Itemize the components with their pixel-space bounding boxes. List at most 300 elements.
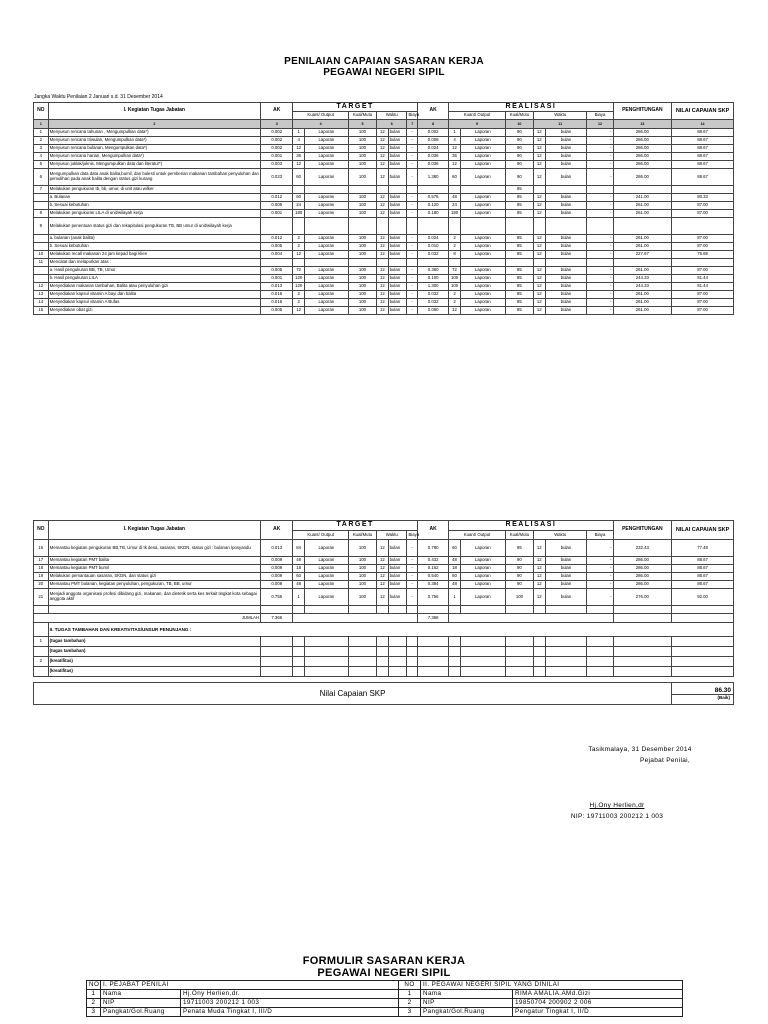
row-real-biaya: - (587, 202, 613, 210)
idx-cell: 9 (449, 120, 505, 129)
row-target-qty: 72 (293, 267, 305, 275)
row-ak (261, 218, 293, 235)
row-no: 4 (34, 153, 49, 161)
row-nilai: 87.00 (672, 202, 734, 210)
row-real-waktu: 12 (534, 210, 546, 218)
row-target-output (304, 259, 348, 267)
row-target-qty: 18 (293, 565, 305, 573)
row-real-unit: bulan (545, 194, 587, 202)
row-penghitungan: 286.00 (613, 145, 672, 153)
row-realisasi-ak: 0.002 (417, 129, 448, 137)
row-target-qty: 48 (293, 557, 305, 565)
row-nilai: 88.67 (672, 137, 734, 145)
form-body (87, 990, 683, 1017)
row-kegiatan: Menyusun rencana triwulan, Mengumpulkan data*) (48, 137, 260, 145)
row-target-output: Laporan (304, 540, 348, 557)
row-nilai: 88.67 (672, 145, 734, 153)
signature-role: Pejabat Penilai, (640, 757, 690, 764)
form-right-key: NIP (421, 999, 513, 1008)
row-nilai (672, 259, 734, 267)
doc-title-line1: PENILAIAN CAPAIAN SASARAN KERJA (284, 56, 484, 67)
row-realisasi-ak: 0.120 (417, 202, 448, 210)
row-target-biaya: - (407, 299, 418, 307)
table-row (34, 137, 734, 145)
row-real-waktu: 12 (534, 565, 546, 573)
form-left-key: Pangkat/Gol.Ruang (101, 1008, 181, 1017)
row-target-output: Laporan (304, 581, 348, 589)
row-real-qty (449, 218, 461, 235)
row-target-qty: 36 (293, 153, 305, 161)
row-target-output: Laporan (304, 194, 348, 202)
row-target-biaya: - (407, 557, 418, 565)
form-header-row (87, 981, 683, 990)
row-realisasi-ak: 0.162 (417, 565, 448, 573)
row-penghitungan: 232.43 (613, 540, 672, 557)
col-real-waktu: Waktu (534, 112, 587, 120)
row-target-unit: bulan (388, 307, 407, 315)
row-real-mutu: 90 (505, 565, 533, 573)
row-real-output: Laporan (460, 202, 505, 210)
jumlah-row (34, 614, 734, 623)
row-ak: 0.013 (261, 283, 293, 291)
tambahan-header-row (34, 623, 734, 637)
nilai-capaian-grade: (Baik) (717, 695, 730, 701)
row-target-unit: bulan (388, 283, 407, 291)
row-ak (261, 186, 293, 194)
row-real-biaya: - (587, 540, 613, 557)
col-real-biaya: Biaya (587, 112, 613, 120)
row-target-unit (388, 218, 407, 235)
idx-cell: 8 (417, 120, 448, 129)
row-real-unit (545, 259, 587, 267)
row-target-qty: 12 (293, 161, 305, 169)
row-no (34, 243, 49, 251)
row-no: 18 (34, 565, 49, 573)
row-real-output (460, 218, 505, 235)
row-real-mutu: 90 (505, 129, 533, 137)
row-target-output: Laporan (304, 243, 348, 251)
row-target-waktu: 12 (377, 307, 389, 315)
row-penghitungan: 286.00 (613, 169, 672, 186)
col-real-waktu: Waktu (534, 531, 587, 540)
col-ak: AK (261, 103, 293, 120)
row-target-biaya: - (407, 581, 418, 589)
row-real-biaya: - (587, 129, 613, 137)
form-title-line1: FORMULIR SASARAN KERJA (302, 955, 466, 967)
row-target-qty: 4 (293, 137, 305, 145)
row-kegiatan: Melakukan pengukuran LILA di unit/wilayah kerja (48, 210, 260, 218)
row-target-unit: bulan (388, 161, 407, 169)
form-right-num: 3 (399, 1008, 421, 1017)
row-realisasi-ak: 0.010 (417, 243, 448, 251)
skp-table-1 (33, 102, 734, 315)
row-target-output: Laporan (304, 153, 348, 161)
table-row (34, 299, 734, 307)
table-row (34, 161, 734, 169)
row-real-output: Laporan (460, 251, 505, 259)
row-real-output: Laporan (460, 275, 505, 283)
row-target-unit: bulan (388, 194, 407, 202)
table-row (34, 235, 734, 243)
row-realisasi-ak: 0.540 (417, 573, 448, 581)
row-real-biaya: - (587, 565, 613, 573)
row-real-mutu: 85 (505, 267, 533, 275)
row-nilai: 87.00 (672, 267, 734, 275)
row-target-waktu: 12 (377, 210, 389, 218)
row-real-qty: 24 (449, 202, 461, 210)
form-left-no: NO (87, 981, 101, 990)
row-target-unit: bulan (388, 153, 407, 161)
row-penghitungan: 261.00 (613, 291, 672, 299)
row-real-mutu: 85 (505, 186, 533, 194)
row-no: 13 (34, 291, 49, 299)
row-realisasi-ak (417, 259, 448, 267)
row-target-unit: bulan (388, 267, 407, 275)
row-target-waktu: 12 (377, 557, 389, 565)
col-no: NO (34, 103, 49, 120)
row-real-biaya: - (587, 307, 613, 315)
row-real-unit: bulan (545, 581, 587, 589)
row-target-mutu (348, 259, 376, 267)
row-target-output: Laporan (304, 235, 348, 243)
row-real-unit: bulan (545, 565, 587, 573)
row-real-output: Laporan (460, 235, 505, 243)
row-realisasi-ak: 0.100 (417, 275, 448, 283)
row-realisasi-ak: 0.036 (417, 153, 448, 161)
tambahan-no (34, 667, 49, 677)
jumlah-ak: 7.366 (261, 614, 293, 623)
row-target-qty: 60 (293, 573, 305, 581)
row-target-qty: 48 (293, 581, 305, 589)
row-real-qty (449, 259, 461, 267)
row-real-unit (545, 218, 587, 235)
doc-title-line2: PEGAWAI NEGERI SIPIL (323, 67, 445, 78)
row-nilai: 88.67 (672, 161, 734, 169)
row-real-output: Laporan (460, 557, 505, 565)
row-realisasi-ak: 0.036 (417, 161, 448, 169)
row-real-waktu: 12 (534, 202, 546, 210)
table-2-body (34, 540, 734, 606)
row-target-waktu: 12 (377, 235, 389, 243)
row-real-output: Laporan (460, 291, 505, 299)
row-target-mutu: 100 (348, 251, 376, 259)
row-real-mutu: 85 (505, 291, 533, 299)
row-penghitungan: 241.00 (613, 194, 672, 202)
col-penghitungan: PENGHITUNGAN (613, 103, 672, 120)
row-nilai: 88.67 (672, 581, 734, 589)
row-real-unit: bulan (545, 243, 587, 251)
row-nilai: 88.67 (672, 557, 734, 565)
row-real-biaya: - (587, 581, 613, 589)
row-target-biaya: - (407, 202, 418, 210)
row-kegiatan: b. Hasil pengukuran LILA (48, 275, 260, 283)
row-real-output: Laporan (460, 581, 505, 589)
row-realisasi-ak (417, 218, 448, 235)
form-left-num: 3 (87, 1008, 101, 1017)
table-row (34, 153, 734, 161)
row-target-unit: bulan (388, 557, 407, 565)
form-right-key: Pangkat/Gol.Ruang (421, 1008, 513, 1017)
row-real-output (460, 259, 505, 267)
row-real-biaya: - (587, 243, 613, 251)
jumlah-label: JUMLAH (34, 614, 261, 623)
row-target-qty: 2 (293, 235, 305, 243)
row-target-output: Laporan (304, 267, 348, 275)
form-left-value: Penata Muda Tingkat I, III/D (181, 1008, 399, 1017)
idx-cell: 14 (672, 120, 734, 129)
row-real-qty: 180 (449, 210, 461, 218)
row-target-waktu: 12 (377, 194, 389, 202)
form-right-value: Pengatur Tingkat I, II/D (513, 1008, 683, 1017)
row-penghitungan (613, 186, 672, 194)
row-target-output: Laporan (304, 565, 348, 573)
row-nilai: 88.67 (672, 565, 734, 573)
row-kegiatan: Menyediakan makanan tambahan, Balita atau penyuluhan gizi (48, 283, 260, 291)
tambahan-row (34, 647, 734, 657)
row-target-unit: bulan (388, 235, 407, 243)
row-penghitungan: 244.33 (613, 275, 672, 283)
nilai-capaian-body (34, 677, 734, 705)
row-target-unit: bulan (388, 210, 407, 218)
row-target-waktu: 12 (377, 137, 389, 145)
row-kegiatan: Melakukan penentuan status gizi dan rekapitulasi pengukuran TB, BB umur di unit/wilayah kerja (48, 218, 260, 235)
row-target-waktu: 12 (377, 153, 389, 161)
col-realisasi: REALISASI (449, 103, 613, 112)
row-target-waktu (377, 186, 389, 194)
row-kegiatan: Menyediakan kapsul vitamin A bayi dan balita (48, 291, 260, 299)
row-real-mutu: 85 (505, 210, 533, 218)
row-real-output: Laporan (460, 307, 505, 315)
row-real-unit (545, 186, 587, 194)
row-target-waktu: 12 (377, 145, 389, 153)
col-ak-realisasi: AK (417, 521, 448, 540)
row-target-output: Laporan (304, 202, 348, 210)
row-real-waktu: 12 (534, 169, 546, 186)
row-real-qty: 100 (449, 283, 461, 291)
col-target-kual: Kual/Mutu (348, 112, 376, 120)
row-target-qty (293, 218, 305, 235)
row-target-mutu (348, 186, 376, 194)
row-target-mutu: 100 (348, 565, 376, 573)
row-ak: 0.009 (261, 557, 293, 565)
row-target-qty: 12 (293, 145, 305, 153)
row-real-biaya: - (587, 589, 613, 606)
row-target-mutu: 100 (348, 243, 376, 251)
row-ak: 0.013 (261, 540, 293, 557)
row-target-output (304, 186, 348, 194)
row-no: 8 (34, 210, 49, 218)
row-ak: 0.012 (261, 235, 293, 243)
table-row (34, 589, 734, 606)
row-target-waktu (377, 218, 389, 235)
row-real-unit: bulan (545, 573, 587, 581)
row-target-output: Laporan (304, 573, 348, 581)
row-ak: 0.016 (261, 291, 293, 299)
row-penghitungan (613, 218, 672, 235)
col-realisasi: REALISASI (449, 521, 613, 531)
row-realisasi-ak: 0.432 (417, 557, 448, 565)
row-real-waktu: 12 (534, 161, 546, 169)
row-realisasi-ak: 0.180 (417, 210, 448, 218)
tambahan-body (34, 637, 734, 677)
row-penghitungan: 286.00 (613, 137, 672, 145)
row-target-mutu: 100 (348, 145, 376, 153)
row-real-mutu: 90 (505, 137, 533, 145)
idx-cell: 11 (534, 120, 587, 129)
row-ak: 0.003 (261, 161, 293, 169)
row-target-mutu: 100 (348, 299, 376, 307)
row-real-qty: 2 (449, 291, 461, 299)
row-nilai (672, 186, 734, 194)
row-real-mutu: 85 (505, 251, 533, 259)
row-target-waktu: 12 (377, 202, 389, 210)
row-ak: 0.002 (261, 145, 293, 153)
row-target-biaya: - (407, 243, 418, 251)
row-real-unit: bulan (545, 283, 587, 291)
row-real-qty: 48 (449, 194, 461, 202)
row-real-output: Laporan (460, 161, 505, 169)
tambahan-label: (tugas tambahan) (48, 637, 260, 647)
row-target-output: Laporan (304, 299, 348, 307)
row-nilai: 87.00 (672, 235, 734, 243)
row-kegiatan: Mencatat dan melaporkan atas : (48, 259, 260, 267)
row-real-biaya: - (587, 210, 613, 218)
row-target-unit: bulan (388, 565, 407, 573)
row-no: 20 (34, 581, 49, 589)
row-no (34, 275, 49, 283)
row-target-biaya: - (407, 589, 418, 606)
row-real-qty: 4 (449, 137, 461, 145)
table-row (34, 186, 734, 194)
column-index-row (34, 120, 734, 129)
row-kegiatan: Melakukan pemantauan sasaran, SKDN, dan status gizi (48, 573, 260, 581)
table-row (34, 194, 734, 202)
row-penghitungan (613, 259, 672, 267)
row-target-waktu: 12 (377, 573, 389, 581)
row-penghitungan: 286.00 (613, 557, 672, 565)
row-target-unit: bulan (388, 581, 407, 589)
table-row (34, 202, 734, 210)
row-real-waktu: 12 (534, 557, 546, 565)
row-real-biaya: - (587, 291, 613, 299)
row-target-biaya: - (407, 137, 418, 145)
row-kegiatan: Menyediakan obat gizi (48, 307, 260, 315)
row-target-qty: 84 (293, 540, 305, 557)
signature-nip: NIP: 19711003 200212 1 003 (570, 813, 664, 820)
row-kegiatan: b. Sesuai kebutuhan (48, 243, 260, 251)
row-target-qty (293, 259, 305, 267)
form-left-head: I. PEJABAT PENILAI (101, 981, 399, 990)
row-target-biaya: - (407, 291, 418, 299)
row-target-mutu: 100 (348, 540, 376, 557)
row-ak: 0.005 (261, 202, 293, 210)
row-real-output: Laporan (460, 243, 505, 251)
row-no: 7 (34, 186, 49, 194)
row-target-qty: 24 (293, 202, 305, 210)
row-kegiatan: Memantau kegiatan PMT bumil (48, 565, 260, 573)
row-real-biaya: - (587, 161, 613, 169)
row-real-waktu: 12 (534, 589, 546, 606)
tambahan-label: (kreatifitas) (48, 657, 260, 667)
table-row (34, 145, 734, 153)
col-nilai: NILAI CAPAIAN SKP (672, 521, 734, 540)
col-real-kual: Kual/Mutu (505, 531, 533, 540)
row-target-unit: bulan (388, 251, 407, 259)
row-target-mutu: 100 (348, 267, 376, 275)
row-real-waktu (534, 186, 546, 194)
row-target-biaya: - (407, 540, 418, 557)
signature-place-date: Tasikmalaya, 31 Desember 2014 (588, 746, 692, 753)
row-target-output: Laporan (304, 291, 348, 299)
col-penghitungan: PENGHITUNGAN (613, 521, 672, 540)
row-real-mutu: 100 (505, 589, 533, 606)
row-kegiatan: Mengumpulkan data data anak balita,bumil, dan bulesti untuk pemberian makanan tambahan penyuluhan dan pemulihan pada anak balita dengan status gizi kurang (48, 169, 260, 186)
row-no: 5 (34, 161, 49, 169)
row-target-unit: bulan (388, 540, 407, 557)
form-right-num: 2 (399, 999, 421, 1008)
row-real-qty: 60 (449, 169, 461, 186)
skp-table-2 (33, 520, 734, 705)
row-target-mutu: 100 (348, 581, 376, 589)
row-real-unit: bulan (545, 291, 587, 299)
row-kegiatan: Menyusun rencana tahunan , Mengumpulkan data*) (48, 129, 260, 137)
row-real-output: Laporan (460, 267, 505, 275)
row-target-qty: 120 (293, 283, 305, 291)
tambahan-label: (kreatifitas) (48, 667, 260, 677)
row-target-waktu: 12 (377, 291, 389, 299)
row-ak: 0.009 (261, 573, 293, 581)
col-real-kuant: Kuant/ Output (449, 112, 505, 120)
row-real-qty: 2 (449, 235, 461, 243)
row-target-unit: bulan (388, 299, 407, 307)
col-nilai: NILAI CAPAIAN SKP (672, 103, 734, 120)
row-real-mutu (505, 259, 533, 267)
row-real-unit: bulan (545, 251, 587, 259)
row-real-waktu: 12 (534, 145, 546, 153)
row-real-unit: bulan (545, 169, 587, 186)
tambahan-no (34, 647, 49, 657)
row-real-unit: bulan (545, 129, 587, 137)
col-target-kuant: Kuant/ Output (293, 531, 348, 540)
row-nilai: 87.00 (672, 307, 734, 315)
row-target-biaya: - (407, 145, 418, 153)
row-real-waktu: 12 (534, 275, 546, 283)
tambahan-row (34, 637, 734, 647)
col-target-waktu: Waktu (377, 531, 407, 540)
table-2-header (34, 521, 734, 540)
row-nilai: 88.67 (672, 153, 734, 161)
row-target-output: Laporan (304, 137, 348, 145)
row-real-qty: 72 (449, 267, 461, 275)
row-real-biaya: - (587, 267, 613, 275)
row-real-output: Laporan (460, 137, 505, 145)
tambahan-no: 2 (34, 657, 49, 667)
row-real-waktu: 12 (534, 235, 546, 243)
idx-cell: 13 (613, 120, 672, 129)
row-penghitungan: 227.67 (613, 251, 672, 259)
table-1-header (34, 103, 734, 129)
row-ak: 0.001 (261, 275, 293, 283)
row-real-mutu: 85 (505, 194, 533, 202)
row-real-mutu: 90 (505, 153, 533, 161)
row-real-qty: 60 (449, 540, 461, 557)
row-target-waktu: 12 (377, 581, 389, 589)
row-kegiatan: Memantau kegiatan pengukuran BB,TB, Umur di tk desa, sasaran, SKDN, status gizi : bulanan /posyandu (48, 540, 260, 557)
row-penghitungan: 261.00 (613, 235, 672, 243)
row-penghitungan: 261.00 (613, 299, 672, 307)
row-real-unit: bulan (545, 145, 587, 153)
row-real-biaya (587, 186, 613, 194)
